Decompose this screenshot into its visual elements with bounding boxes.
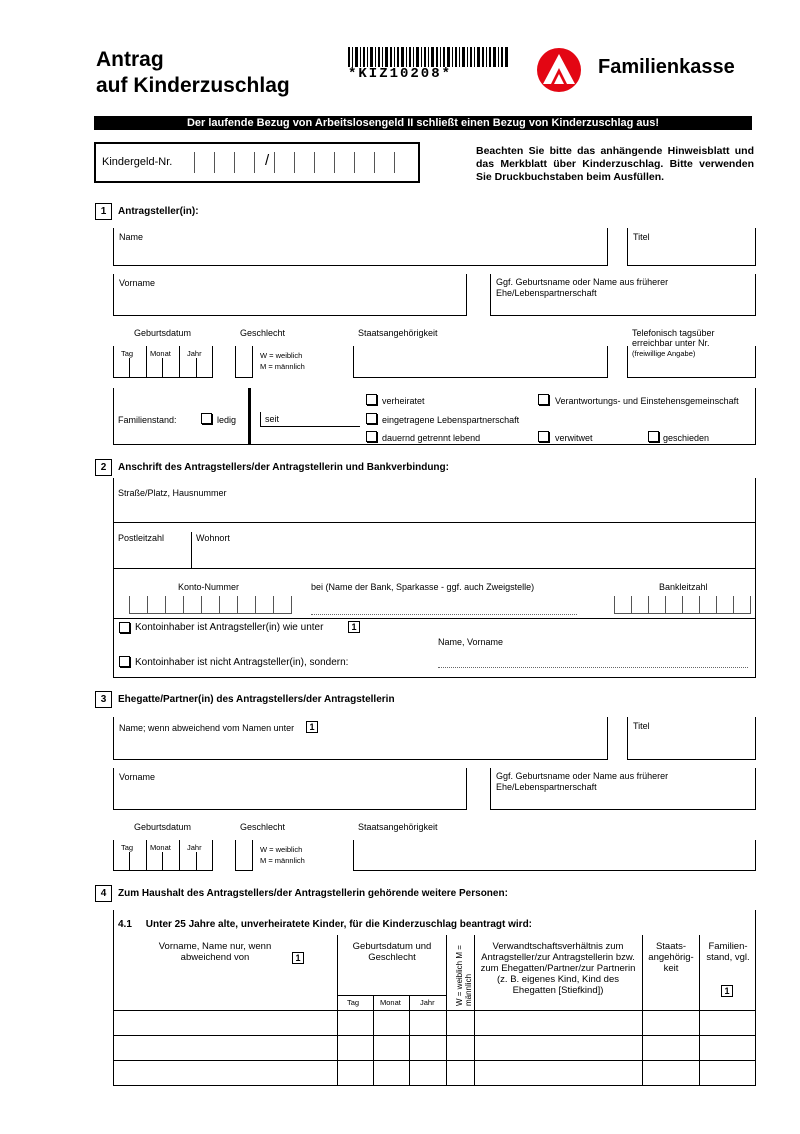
s1-geburtsname-field[interactable] — [490, 274, 756, 316]
col-monat-header: Monat — [380, 998, 401, 1007]
kindergeld-input[interactable] — [194, 152, 395, 173]
section-4-number: 4 — [95, 885, 112, 902]
brand-name: Familienkasse — [598, 56, 735, 78]
s1-verantwortung-label: Verantwortungs- und Einstehensgemeinschaft — [555, 396, 739, 406]
table-row[interactable] — [113, 1011, 756, 1035]
kindergeld-label: Kindergeld-Nr. — [102, 156, 173, 168]
col-fam-ref-box: 1 — [721, 985, 733, 997]
s2-plz-label: Postleitzahl — [118, 533, 165, 543]
s1-getrennt-label: dauernd getrennt lebend — [382, 433, 481, 443]
s1-geburtsdatum-label: Geburtsdatum — [134, 328, 192, 338]
s2-bank-label: bei (Name der Bank, Sparkasse - ggf. auch Zweigstelle) — [311, 582, 535, 592]
s1-telefon-field[interactable] — [627, 346, 756, 378]
s1-staat-label: Staatsangehörigkeit — [358, 328, 438, 338]
s1-tag-label: Tag — [121, 349, 134, 358]
s3-geburtsdatum-label: Geburtsdatum — [134, 822, 192, 832]
col-tag-header: Tag — [347, 998, 360, 1007]
s3-m-label: M = männlich — [260, 856, 305, 865]
s1-name-field[interactable] — [113, 228, 608, 266]
s1-familienstand-label: Familienstand: — [118, 415, 177, 425]
table-row[interactable] — [113, 1036, 756, 1060]
section-2-title: Anschrift des Antragstellers/der Antragstellerin und Bankverbindung: — [118, 462, 449, 473]
section-2-number: 2 — [95, 459, 112, 476]
section-1-title: Antragsteller(in): — [118, 206, 199, 217]
s1-lebenspartner-checkbox[interactable] — [366, 413, 377, 424]
col-name-ref-box: 1 — [292, 952, 304, 964]
kindergeld-separator: / — [265, 152, 270, 169]
s3-name-label: Name; wenn abweichend vom Namen unter — [119, 723, 295, 733]
s2-konto-input[interactable] — [129, 596, 292, 614]
s3-titel-field[interactable] — [627, 717, 756, 760]
s1-geburtsname-label: Ggf. Geburtsname oder Name aus früherer Ehe/Lebenspartnerschaft — [496, 277, 669, 298]
barcode — [348, 47, 508, 67]
section-4-title: Zum Haushalt des Antragstellers/der Antragstellerin gehörende weitere Personen: — [118, 888, 508, 899]
col-staat-header: Staats-angehörig-keit — [648, 941, 694, 974]
s1-vorname-label: Vorname — [119, 278, 156, 288]
hint-text: Beachten Sie bitte das anhängende Hinweisblatt und das Merkblatt über Kinderzuschlag. Bitte verwenden Sie Druckbuchstaben beim Ausfüllen. — [476, 145, 754, 183]
s3-jahr-label: Jahr — [187, 843, 202, 852]
s1-geschieden-label: geschieden — [663, 433, 710, 443]
familienkasse-logo-icon — [536, 47, 582, 93]
col-wm-header: W = weiblich M = männlich — [455, 945, 473, 1006]
s1-seit-field[interactable] — [260, 412, 360, 427]
s3-w-label: W = weiblich — [260, 845, 303, 854]
s2-ref-box: 1 — [348, 621, 360, 633]
s1-geschlecht-label: Geschlecht — [240, 328, 286, 338]
section-4-1-title: 4.1 Unter 25 Jahre alte, unverheiratete Kinder, für die Kinderzuschlag beantragt wird: — [118, 919, 533, 930]
s1-telefon-note: (freiwillige Angabe) — [632, 349, 696, 358]
s2-name-vorname-label: Name, Vorname — [438, 637, 504, 647]
col-jahr-header: Jahr — [420, 998, 435, 1007]
s1-staat-field[interactable] — [353, 346, 608, 378]
s3-titel-label: Titel — [633, 721, 650, 731]
s1-jahr-label: Jahr — [187, 349, 202, 358]
s3-vorname-label: Vorname — [119, 772, 156, 782]
s1-seit-label: seit — [265, 414, 280, 424]
s1-name-label: Name — [119, 232, 144, 242]
s3-geburtsname-label: Ggf. Geburtsname oder Name aus früherer Ehe/Lebenspartnerschaft — [496, 771, 669, 792]
s1-lebenspartner-label: eingetragene Lebenspartnerschaft — [382, 415, 520, 425]
s3-staat-field[interactable] — [353, 840, 756, 871]
warning-banner: Der laufende Bezug von Arbeitslosengeld II schließt einen Bezug von Kinderzuschlag aus! — [94, 116, 752, 130]
form-title: Antrag auf Kinderzuschlag — [96, 48, 290, 97]
s1-verheiratet-label: verheiratet — [382, 396, 425, 406]
s3-tag-label: Tag — [121, 843, 134, 852]
s1-titel-label: Titel — [633, 232, 650, 242]
s2-inhaber-name-input[interactable] — [438, 667, 748, 668]
col-geb-header: Geburtsdatum und Geschlecht — [352, 941, 432, 963]
s2-strasse-label: Straße/Platz, Hausnummer — [118, 488, 227, 498]
barcode-text: *KIZ10208* — [348, 66, 453, 82]
s1-titel-field[interactable] — [627, 228, 756, 266]
s1-geschieden-checkbox[interactable] — [648, 431, 659, 442]
s1-ledig-checkbox[interactable] — [201, 413, 212, 424]
col-verw-header: Verwandtschaftsverhältnis zum Antragsteller/zur Antragstellerin bzw. zum Ehegatten/Partner/zur Partnerin (z. B. eigenes Kind, Kind des Ehegatten [Stiefkind]) — [480, 941, 636, 996]
s1-telefon-label: Telefonisch tagsüber erreichbar unter Nr. — [632, 328, 715, 348]
col-fam-header: Familien-stand, vgl. — [706, 941, 750, 963]
s2-inhaber-ja-label: Kontoinhaber ist Antragsteller(in) wie unter — [135, 622, 324, 633]
s2-bank-input[interactable] — [311, 614, 577, 615]
s2-blz-label: Bankleitzahl — [659, 582, 708, 592]
s2-box — [113, 478, 756, 678]
s1-vorname-field[interactable] — [113, 274, 467, 316]
s2-wohnort-label: Wohnort — [196, 533, 230, 543]
table-row[interactable] — [113, 1061, 756, 1085]
s1-ledig-label: ledig — [217, 415, 237, 425]
col-name-header: Vorname, Name nur, wenn abweichend von — [158, 941, 272, 963]
s1-monat-label: Monat — [150, 349, 171, 358]
section-3-number: 3 — [95, 691, 112, 708]
s1-m-label: M = männlich — [260, 362, 305, 371]
s3-geschlecht-field[interactable] — [235, 840, 253, 871]
s3-staat-label: Staatsangehörigkeit — [358, 822, 438, 832]
s1-verwitwet-checkbox[interactable] — [538, 431, 549, 442]
s2-inhaber-nein-checkbox[interactable] — [119, 656, 130, 667]
s3-monat-label: Monat — [150, 843, 171, 852]
s3-geburtsname-field[interactable] — [490, 768, 756, 810]
s3-vorname-field[interactable] — [113, 768, 467, 810]
s1-verantwortung-checkbox[interactable] — [538, 394, 549, 405]
s3-geschlecht-label: Geschlecht — [240, 822, 286, 832]
s2-inhaber-ja-checkbox[interactable] — [119, 622, 130, 633]
s3-name-field[interactable] — [113, 717, 608, 760]
s3-ref-box: 1 — [306, 721, 318, 733]
s1-verwitwet-label: verwitwet — [555, 433, 593, 443]
s1-w-label: W = weiblich — [260, 351, 303, 360]
s1-getrennt-checkbox[interactable] — [366, 431, 377, 442]
s2-konto-label: Konto-Nummer — [178, 582, 240, 592]
s1-verheiratet-checkbox[interactable] — [366, 394, 377, 405]
section-3-title: Ehegatte/Partner(in) des Antragstellers/der Antragstellerin — [118, 694, 395, 705]
s2-blz-input[interactable] — [614, 596, 751, 614]
section-1-number: 1 — [95, 203, 112, 220]
s2-inhaber-nein-label: Kontoinhaber ist nicht Antragsteller(in), sondern: — [135, 657, 349, 668]
s1-geschlecht-field[interactable] — [235, 346, 253, 378]
